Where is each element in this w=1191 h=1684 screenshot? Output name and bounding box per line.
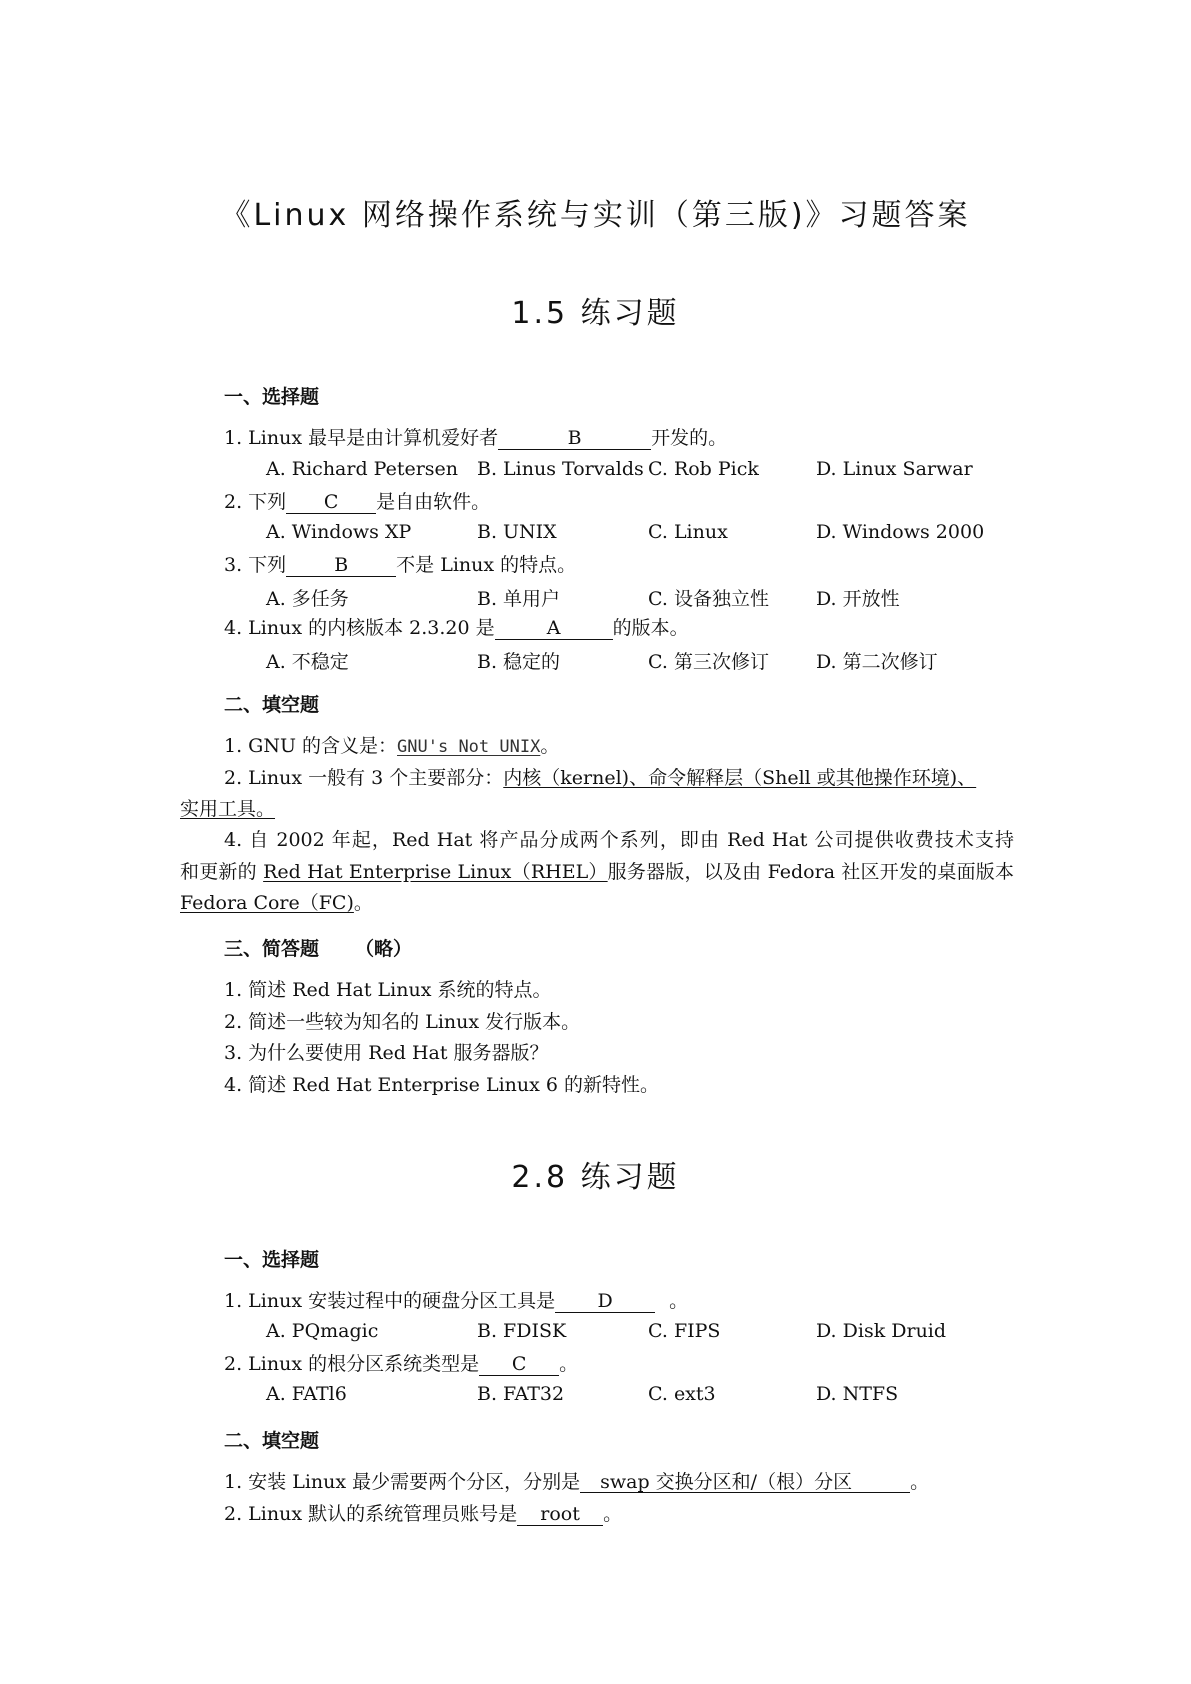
document-title: 《Linux 网络操作系统与实训（第三版)》习题答案 (220, 198, 971, 233)
option-b: B. UNIX (477, 521, 557, 543)
question-text: 2. Linux 默认的系统管理员账号是 (224, 1503, 518, 1525)
answer-blank: root (517, 1503, 603, 1526)
option-b: B. FAT32 (477, 1383, 565, 1405)
option-d: D. 开放性 (816, 588, 900, 610)
question-text: 1. 安装 Linux 最少需要两个分区，分别是 (224, 1471, 581, 1493)
option-d: D. Linux Sarwar (816, 458, 973, 480)
short-answer-item: 2. 简述一些较为知名的 Linux 发行版本。 (224, 1011, 581, 1033)
question-text: 。 (540, 735, 560, 757)
option-d: D. Disk Druid (816, 1320, 947, 1342)
question-3 (224, 553, 576, 577)
answer-text: Red Hat Enterprise Linux（RHEL） (263, 861, 608, 883)
option-c: C. 设备独立性 (648, 588, 769, 610)
answer-text: Fedora Core（FC) (180, 892, 354, 914)
question-text: 。 (910, 1471, 930, 1493)
option-d: D. Windows 2000 (816, 521, 985, 543)
option-a: A. 多任务 (266, 588, 349, 610)
question-text: 2. 下列 (224, 491, 287, 513)
short-answer-item: 3. 为什么要使用 Red Hat 服务器版？ (224, 1042, 549, 1064)
part-heading-fill-2: 二、填空题 (224, 1430, 320, 1452)
answer-blank: B (498, 427, 651, 450)
answer-blank: D (555, 1290, 655, 1313)
question-2-1 (224, 1289, 688, 1313)
answer-text: GNU's Not UNIX (397, 737, 541, 757)
option-b: B. 稳定的 (477, 651, 561, 673)
question-text: 2. Linux 的根分区系统类型是 (224, 1353, 480, 1375)
part-heading-short-answer (224, 934, 412, 961)
question-text: 3. 下列 (224, 554, 287, 576)
section-heading-1-5: 1.5 练习题 (511, 296, 680, 331)
question-text: 的版本。 (612, 617, 689, 639)
question-text: 4. Linux 的内核版本 2.3.20 是 (224, 617, 495, 639)
question-4 (224, 616, 689, 640)
option-a: A. FATl6 (266, 1383, 347, 1405)
question-text: 是自由软件。 (376, 491, 491, 513)
question-text: 开发的。 (651, 427, 728, 449)
part-heading-choice-1: 一、选择题 (224, 386, 320, 408)
option-c: C. Rob Pick (648, 458, 759, 480)
fill-question-2 (224, 766, 976, 790)
answer-blank: C (479, 1353, 559, 1376)
question-text: 1. Linux 安装过程中的硬盘分区工具是 (224, 1290, 556, 1312)
section-heading-2-8: 2.8 练习题 (511, 1160, 680, 1195)
option-a: A. PQmagic (266, 1320, 379, 1342)
option-a: A. Windows XP (266, 521, 412, 543)
short-answer-item: 4. 简述 Red Hat Enterprise Linux 6 的新特性。 (224, 1074, 660, 1096)
question-text: 不是 Linux 的特点。 (396, 554, 577, 576)
part-heading-choice-2: 一、选择题 (224, 1249, 320, 1271)
fill-question-2-2 (224, 1502, 622, 1526)
fill-question-1 (224, 734, 559, 759)
question-text: 1. GNU 的含义是： (224, 735, 398, 757)
fill-question-2-cont (180, 797, 275, 821)
part-heading-fill-1: 二、填空题 (224, 694, 320, 716)
question-1 (224, 426, 727, 450)
question-text: 。 (353, 892, 373, 914)
option-c: C. ext3 (648, 1383, 716, 1405)
answer-text: 内核（kernel)、命令解释层（Shell 或其他操作环境)、 (503, 767, 977, 789)
question-text: 2. Linux 一般有 3 个主要部分： (224, 767, 504, 789)
question-2-2 (224, 1352, 578, 1376)
answer-blank: A (495, 617, 613, 640)
question-text: 。 (603, 1503, 623, 1525)
option-b: B. Linus Torvalds (477, 458, 644, 480)
answer-blank: C (286, 491, 376, 514)
answer-blank: swap 交换分区和/（根）分区 (580, 1471, 910, 1493)
answer-blank: B (286, 554, 396, 577)
fill-question-4-line1: 4. 自 2002 年起，Red Hat 将产品分成两个系列，即由 Red Hat 公司提供收费技术支持 (224, 829, 1014, 851)
question-text: 。 (669, 1290, 689, 1312)
option-c: C. 第三次修订 (648, 651, 769, 673)
question-text: 和更新的 (180, 861, 264, 883)
option-c: C. FIPS (648, 1320, 721, 1342)
question-text: 。 (559, 1353, 579, 1375)
question-2 (224, 490, 490, 514)
option-d: D. NTFS (816, 1383, 899, 1405)
option-a: A. Richard Petersen (266, 458, 459, 480)
fill-question-2-1 (224, 1470, 929, 1494)
option-b: B. FDISK (477, 1320, 567, 1342)
short-answer-item: 1. 简述 Red Hat Linux 系统的特点。 (224, 979, 552, 1001)
option-d: D. 第二次修订 (816, 651, 938, 673)
fill-question-4-line2 (180, 860, 1014, 884)
fill-question-4-line3 (180, 891, 373, 915)
option-b: B. 单用户 (477, 588, 561, 610)
part-heading-note: （略） (355, 938, 413, 960)
answer-text: 实用工具。 (180, 798, 276, 820)
part-heading-text: 三、简答题 (224, 938, 320, 960)
option-c: C. Linux (648, 521, 728, 543)
question-text: 服务器版，以及由 Fedora 社区开发的桌面版本 (607, 861, 1015, 883)
question-text: 1. Linux 最早是由计算机爱好者 (224, 427, 499, 449)
option-a: A. 不稳定 (266, 651, 349, 673)
